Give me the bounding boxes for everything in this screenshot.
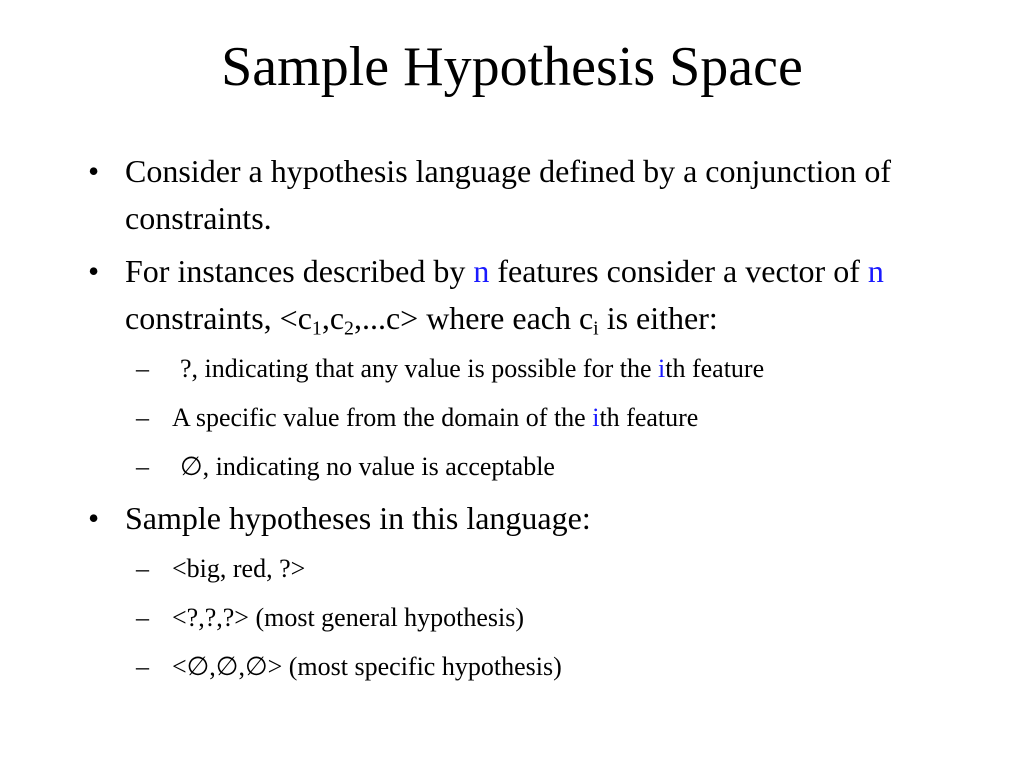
sub-bullet-item <box>0 597 1024 638</box>
slide-title: Sample Hypothesis Space <box>221 36 803 98</box>
bullet-text-segment: For instances described by <box>125 253 474 289</box>
bullet-list <box>0 148 1024 695</box>
sub-bullet-text: ∅, indicating no value is acceptable <box>180 452 555 481</box>
sub-bullet-text-segment: th feature <box>599 403 699 432</box>
sub-bullet-item <box>0 548 1024 589</box>
sub-bullet-text: <∅,∅,∅> (most specific hypothesis) <box>172 652 562 681</box>
sub-bullet-text-segment: th feature <box>665 354 765 383</box>
subscript: 2 <box>344 317 354 340</box>
variable-i: i <box>592 403 600 432</box>
dash-marker: – <box>136 354 149 383</box>
variable-i: i <box>658 354 666 383</box>
bullet-item-2 <box>0 248 1024 342</box>
sub-bullet-item <box>0 446 1024 487</box>
subscript: i <box>593 317 599 340</box>
sub-bullet-text: <big, red, ?> <box>172 554 306 583</box>
dash-marker: – <box>136 554 149 583</box>
sub-bullet-text: <?,?,?> (most general hypothesis) <box>172 603 525 632</box>
bullet-text-segment: ,...c> where each c <box>353 300 594 336</box>
bullet-text: Sample hypotheses in this language: <box>125 500 591 536</box>
dash-marker: – <box>136 603 149 632</box>
sub-bullet-item <box>0 397 1024 438</box>
subscript: 1 <box>311 317 322 340</box>
bullet-text-segment: ,c <box>321 300 345 336</box>
sub-bullet-text-segment: A specific value from the domain of the <box>172 403 593 432</box>
variable-n: n <box>473 253 490 289</box>
dash-marker: – <box>136 452 149 481</box>
dash-marker: – <box>136 403 149 432</box>
bullet-marker: • <box>88 500 100 536</box>
bullet-text: Consider a hypothesis language defined by a conjunction of constraints. <box>125 153 892 236</box>
dash-marker: – <box>136 652 149 681</box>
bullet-item-1 <box>0 148 1024 242</box>
sub-bullet-item <box>0 348 1024 389</box>
variable-n: n <box>867 253 884 289</box>
bullet-marker: • <box>88 253 100 289</box>
sub-bullet-text-segment: ?, indicating that any value is possible for the <box>180 354 658 383</box>
bullet-text-segment: features consider a vector of <box>489 253 868 289</box>
sub-bullet-item <box>0 646 1024 687</box>
bullet-text-segment: constraints, <c <box>125 300 312 336</box>
bullet-text-segment: is either: <box>598 300 718 336</box>
bullet-marker: • <box>88 153 100 189</box>
bullet-item-3 <box>0 495 1024 542</box>
